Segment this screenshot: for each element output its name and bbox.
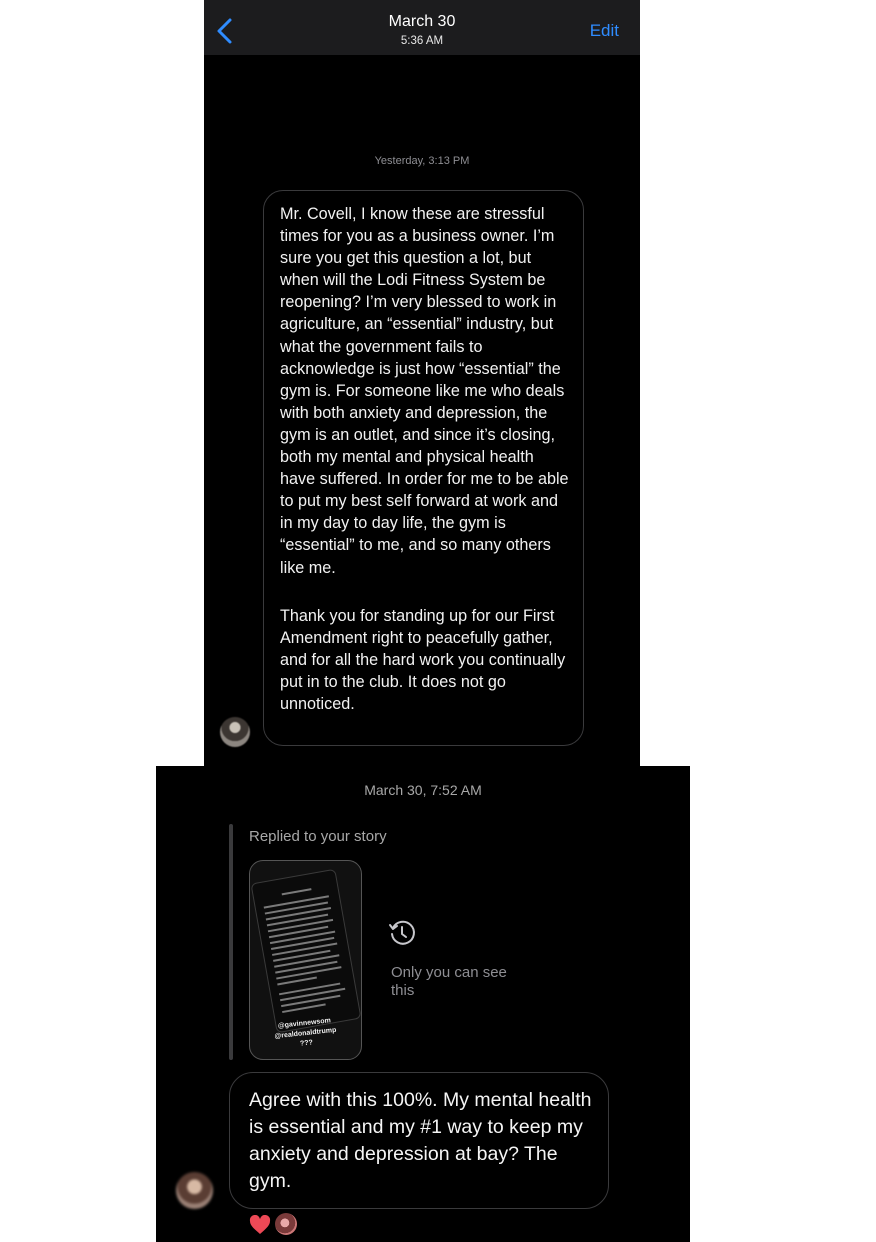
only-you-can-see-notice: Only you can see this (391, 964, 507, 999)
message-paragraph: Mr. Covell, I know these are stressful times for you as a business owner. I’m sure you get this question a lot, but when will the Lodi Fitness System be reopening? I’m very blessed to work in agriculture, an “essential” industry, but what the government fails to acknowledge is just how “essential” the gym is. For someone like me who deals with both anxiety and depression, the gym is an outlet, and since it’s closing, both my mental and physical health have suffered. In order for me to be able to put my best self forward at work and in my day to day life, the gym is “essential” to me, and so many others like me. (280, 205, 569, 577)
story-mentions (249, 1013, 362, 1054)
message-timestamp: Yesterday, 3:13 PM (374, 155, 470, 167)
message-bubble[interactable]: Agree with this 100%. My mental health is essential and my #1 way to keep my anxiety and depression at bay? The gym. (229, 1072, 609, 1209)
message-bubble[interactable] (263, 190, 584, 746)
message-timestamp: March 30, 7:52 AM (364, 782, 482, 798)
replied-to-story-label: Replied to your story (249, 828, 387, 845)
message-screen-bottom (156, 766, 690, 1242)
nav-bar (204, 0, 640, 55)
conversation-date-title: March 30 (388, 13, 456, 30)
reactor-avatar[interactable] (275, 1213, 297, 1235)
message-paragraph: Thank you for standing up for our First Amendment right to peacefully gather, and for all the hard work you continually put in to the club. It does not go unnoticed. (280, 606, 566, 713)
story-screenshot-preview (250, 869, 361, 1034)
story-mention: ??? (299, 1039, 314, 1048)
sender-avatar[interactable] (220, 717, 250, 747)
story-mention: @realdonaldtrump (274, 1026, 337, 1041)
edit-button[interactable]: Edit (589, 21, 619, 40)
reply-indicator-bar (229, 824, 233, 1060)
story-mention: @gavinnewsom (277, 1017, 332, 1030)
message-screen-top (204, 0, 640, 766)
history-clock-icon (388, 919, 416, 947)
heart-icon[interactable] (249, 1215, 271, 1235)
story-thumbnail[interactable] (249, 860, 362, 1060)
sender-avatar[interactable] (176, 1172, 213, 1209)
conversation-time-subtitle: 5:36 AM (400, 35, 444, 47)
